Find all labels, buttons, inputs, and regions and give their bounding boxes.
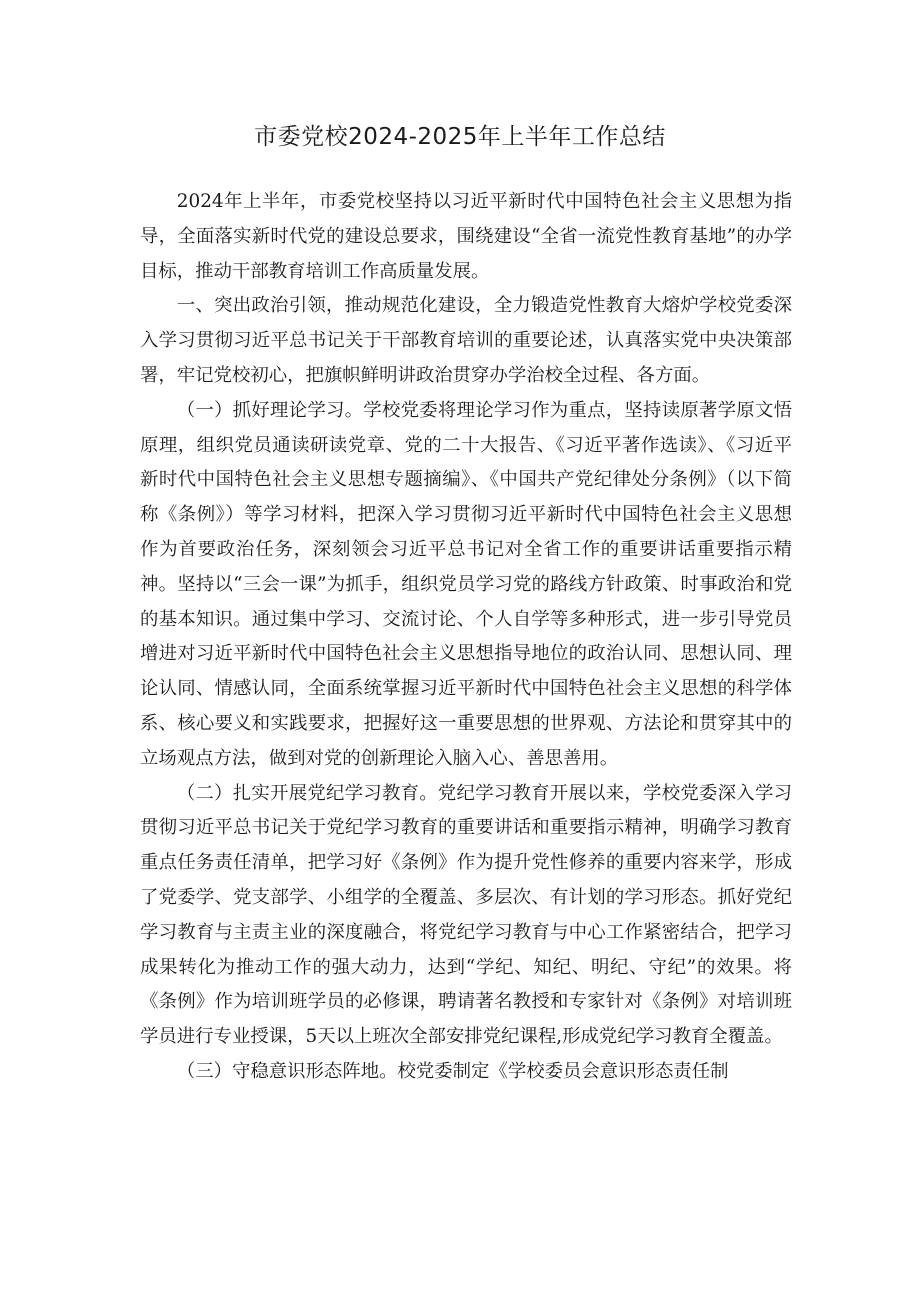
- subsection-three-paragraph: （三）守稳意识形态阵地。校党委制定《学校委员会意识形态责任制: [176, 1060, 729, 1082]
- section-one-paragraph: 一、突出政治引领，推动规范化建设，全力锻造党性教育大熔炉学校党委深入学习贯彻习近平总书记关于干部教育培训的重要论述，认真落实党中央决策部署，牢记党校初心，把旗帜鲜明讲政治贯穿办学治校全过程、各方面。: [140, 295, 792, 386]
- subsection-one-paragraph: （一）抓好理论学习。学校党委将理论学习作为重点，坚持读原著学原文悟原理，组织党员通读研读党章、党的二十大报告、《习近平著作选读》、《习近平新时代中国特色社会主义思想专题摘编》、《中国共产党纪律处分条例》（以下简称《条例》）等学习材料，把深入学习贯彻习近平新时代中国特色社会主义思想作为首要政治任务，深刻领会习近平总书记对全省工作的重要讲话重要指示精神。坚持以“三会一课”为抓手，组织党员学习党的路线方针政策、时事政治和党的基本知识。通过集中学习、交流讨论、个人自学等多种形式，进一步引导党员增进对习近平新时代中国特色社会主义思想指导地位的政治认同、思想认同、理论认同、情感认同，全面系统掌握习近平新时代中国特色社会主义思想的科学体系、核心要义和实践要求，把握好这一重要思想的世界观、方法论和贯穿其中的立场观点方法，做到对党的创新理论入脑入心、善思善用。: [140, 399, 792, 769]
- document-title: 市委党校2024-2025年上半年工作总结: [254, 124, 666, 150]
- intro-paragraph: 2024年上半年，市委党校坚持以习近平新时代中国特色社会主义思想为指导，全面落实新时代党的建设总要求，围绕建设“全省一流党性教育基地”的办学目标，推动干部教育培训工作高质量发展。: [140, 191, 792, 282]
- document-body: [140, 185, 792, 1090]
- subsection-two-paragraph: （二）扎实开展党纪学习教育。党纪学习教育开展以来，学校党委深入学习贯彻习近平总书记关于党纪学习教育的重要讲话和重要指示精神，明确学习教育重点任务责任清单，把学习好《条例》作为提升党性修养的重要内容来学，形成了党委学、党支部学、小组学的全覆盖、多层次、有计划的学习形态。抓好党纪学习教育与主责主业的深度融合，将党纪学习教育与中心工作紧密结合，把学习成果转化为推动工作的强大动力，达到“学纪、知纪、明纪、守纪”的效果。将《条例》作为培训班学员的必修课，聘请著名教授和专家针对《条例》对培训班学员进行专业授课，5天以上班次全部安排党纪课程,形成党纪学习教育全覆盖。: [140, 782, 792, 1048]
